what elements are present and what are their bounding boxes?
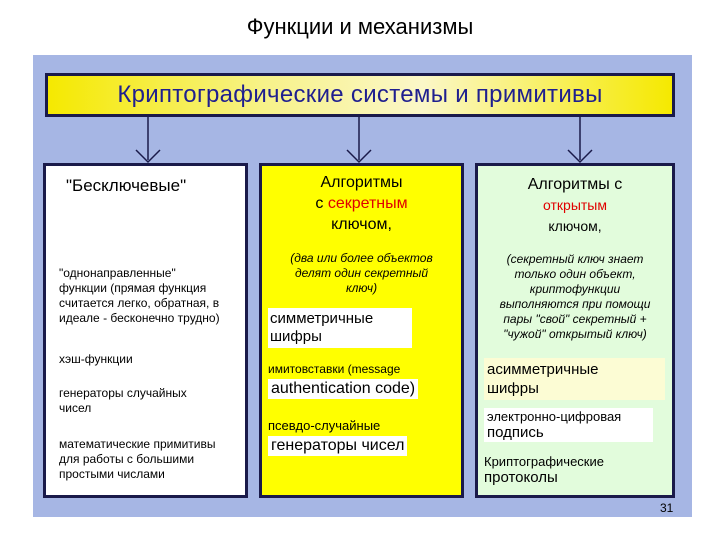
public-key-note xyxy=(478,252,672,342)
hash-functions: хэш-функции xyxy=(59,352,133,366)
prng-box: генераторы чисел xyxy=(268,436,407,456)
text-line: электронно-цифровая xyxy=(487,409,622,424)
text-line: криптофункции xyxy=(529,282,621,296)
heading-line: ключом, xyxy=(331,216,392,233)
heading-line: ключом, xyxy=(548,218,602,234)
text-line: подпись xyxy=(487,424,544,441)
text-line: "чужой" открытый ключ) xyxy=(503,327,647,341)
crypto-protocols xyxy=(484,454,604,486)
text-line: Криптографические xyxy=(484,454,604,469)
text-line: "однонаправленные" xyxy=(59,266,176,280)
text-line: идеале - бесконечно трудно) xyxy=(59,311,220,325)
column-keyless xyxy=(43,163,248,498)
math-primitives xyxy=(59,437,215,482)
text-line: считается легко, обратная, в xyxy=(59,296,220,310)
text-line: шифры xyxy=(487,380,539,397)
text-line: для работы с большими xyxy=(59,452,195,466)
prng-label: псевдо-случайные xyxy=(268,418,381,433)
text-line: математические примитивы xyxy=(59,437,216,451)
symmetric-ciphers xyxy=(268,308,412,348)
heading-keyword: открытым xyxy=(543,197,607,213)
slide-title: Функции и механизмы xyxy=(246,14,474,39)
heading-line: Алгоритмы xyxy=(320,174,403,191)
mac-box: authentication code) xyxy=(268,379,418,399)
text-line: (секретный ключ знает xyxy=(506,252,644,266)
column-secret-key xyxy=(259,163,464,498)
keyless-heading: "Бесключевые" xyxy=(66,176,187,195)
heading-line: Алгоритмы с xyxy=(527,176,623,193)
public-key-heading xyxy=(478,174,672,237)
banner xyxy=(45,73,675,117)
random-generators xyxy=(59,386,187,416)
secret-key-heading xyxy=(262,172,461,235)
mac-label: имитовставки (message xyxy=(268,362,401,376)
text-line: ключ) xyxy=(345,281,378,295)
page-number: 31 xyxy=(660,501,674,515)
text-line: протоколы xyxy=(484,469,558,486)
text-line: простыми числами xyxy=(59,467,165,481)
text-line: симметричные xyxy=(270,310,374,327)
one-way-functions xyxy=(59,266,220,326)
text-line: асимметричные xyxy=(487,361,599,378)
text-line: пары "свой" секретный + xyxy=(503,312,647,326)
text-line: чисел xyxy=(59,401,92,415)
secret-key-note xyxy=(262,251,461,296)
text-line: шифры xyxy=(270,328,322,345)
text-line: выполняются при помощи xyxy=(499,297,651,311)
text-line: делят один секретный xyxy=(295,266,428,280)
heading-prefix: с xyxy=(315,195,328,212)
asymmetric-ciphers xyxy=(484,358,665,400)
text-line: генераторы случайных xyxy=(59,386,187,400)
text-line: только один объект, xyxy=(514,267,636,281)
heading-line xyxy=(262,193,461,214)
text-line: функции (прямая функция xyxy=(59,281,207,295)
heading-keyword: секретным xyxy=(327,195,408,212)
banner-title: Криптографические системы и примитивы xyxy=(117,81,603,108)
digital-signature xyxy=(484,408,653,442)
column-public-key xyxy=(475,163,675,498)
text-line: (два или более объектов xyxy=(290,251,433,265)
